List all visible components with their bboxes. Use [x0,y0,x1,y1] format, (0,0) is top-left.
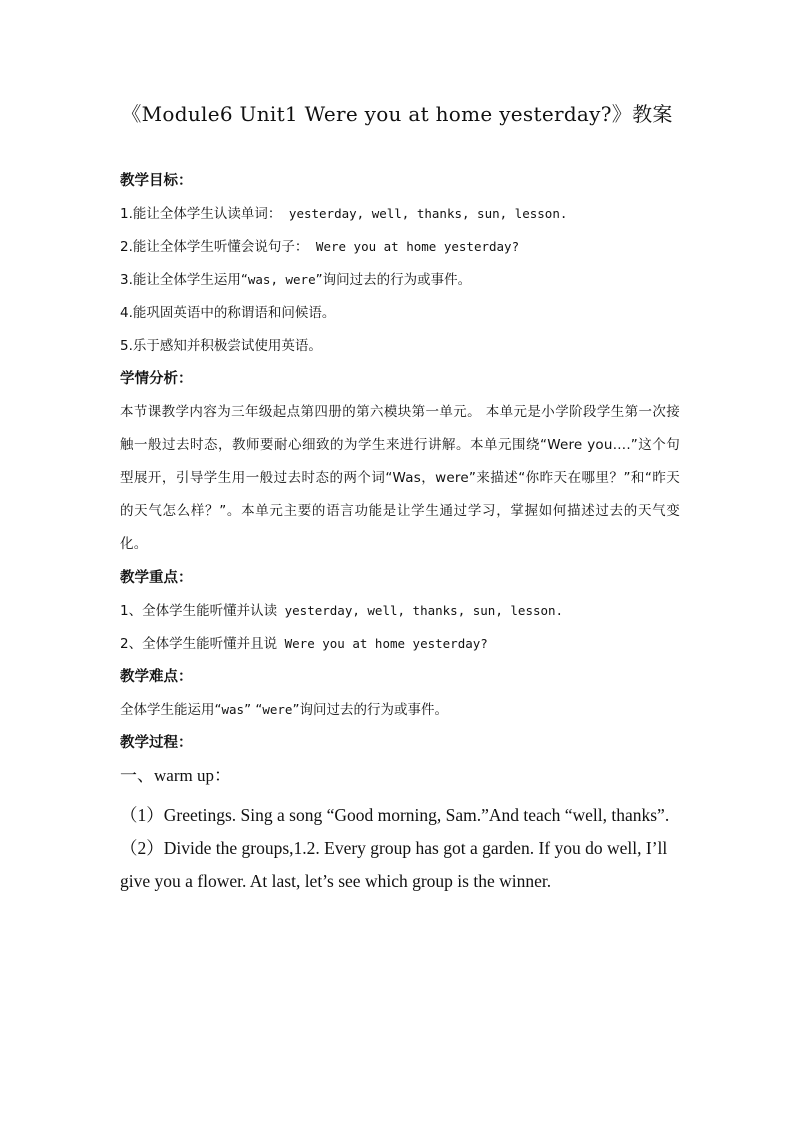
objective-item-2 [120,237,680,257]
objective-item-1-text: 1.能让全体学生认读单词： [120,206,282,222]
objective-item-3 [120,270,680,290]
key-point-item-2-text: 2、全体学生能听懂并且说 [120,636,278,652]
process-heading: 教学过程： [120,735,193,751]
key-points-heading: 教学重点： [120,570,193,586]
process-step-2: （2）Divide the groups,1.2. Every group has got a garden. If you do well, I’ll give you a flower. At last, let’s see which group is the winner. [120,838,668,891]
difficulty-item-1-mid: ” “ [244,702,263,718]
key-point-item-1-en: yesterday, well, thanks, sun, lesson. [277,603,564,618]
difficulty-item-1-suffix: ”询问过去的行为或事件。 [292,702,448,718]
difficulty-item-1-en2: were [262,702,293,717]
process-step-1: （1）Greetings. Sing a song “Good morning, Sam.”And teach “well, thanks”. [120,805,670,825]
objective-item-1-en: yesterday, well, thanks, sun, lesson. [281,206,568,221]
objective-item-2-en: Were you at home yesterday? [308,239,520,254]
process-step-title: 一、warm up： [120,766,231,785]
key-point-item-2 [120,634,680,654]
objective-item-4: 4.能巩固英语中的称谓语和问候语。 [120,305,336,321]
difficulty-item-1-text: 全体学生能运用“ [120,702,222,718]
document-body [120,171,680,898]
analysis-heading: 学情分析： [120,371,193,387]
objective-item-2-text: 2.能让全体学生听懂会说句子： [120,239,309,255]
key-point-item-1-text: 1、全体学生能听懂并认读 [120,603,278,619]
difficulty-item-1 [120,700,680,720]
key-point-item-1 [120,601,680,621]
objective-item-1 [120,204,680,224]
objectives-heading: 教学目标： [120,173,193,189]
difficulties-heading: 教学难点： [120,669,193,685]
difficulty-item-1-en: was [221,702,245,717]
objective-item-3-text: 3.能让全体学生运用“ [120,272,248,288]
key-point-item-2-en: Were you at home yesterday? [277,636,488,651]
analysis-paragraph: 本节课教学内容为三年级起点第四册的第六模块第一单元。 本单元是小学阶段学生第一次接触一般过去时态，教师要耐心细致的为学生来进行讲解。本单元围绕“Were you….”这个句型展开，引导学生用一般过去时态的两个词“Was，were”来描述“你昨天在哪里？”和“昨天的天气怎么样？”。本单元主要的语言功能是让学生通过学习，掌握如何描述过去的天气变化。 [120,404,680,552]
objective-item-5: 5.乐于感知并积极尝试使用英语。 [120,338,322,354]
objective-item-3-en: was, were [247,272,316,287]
document-title: 《Module6 Unit1 Were you at home yesterday?》教案 [121,102,673,126]
objective-item-3-suffix: ”询问过去的行为或事件。 [315,272,472,288]
